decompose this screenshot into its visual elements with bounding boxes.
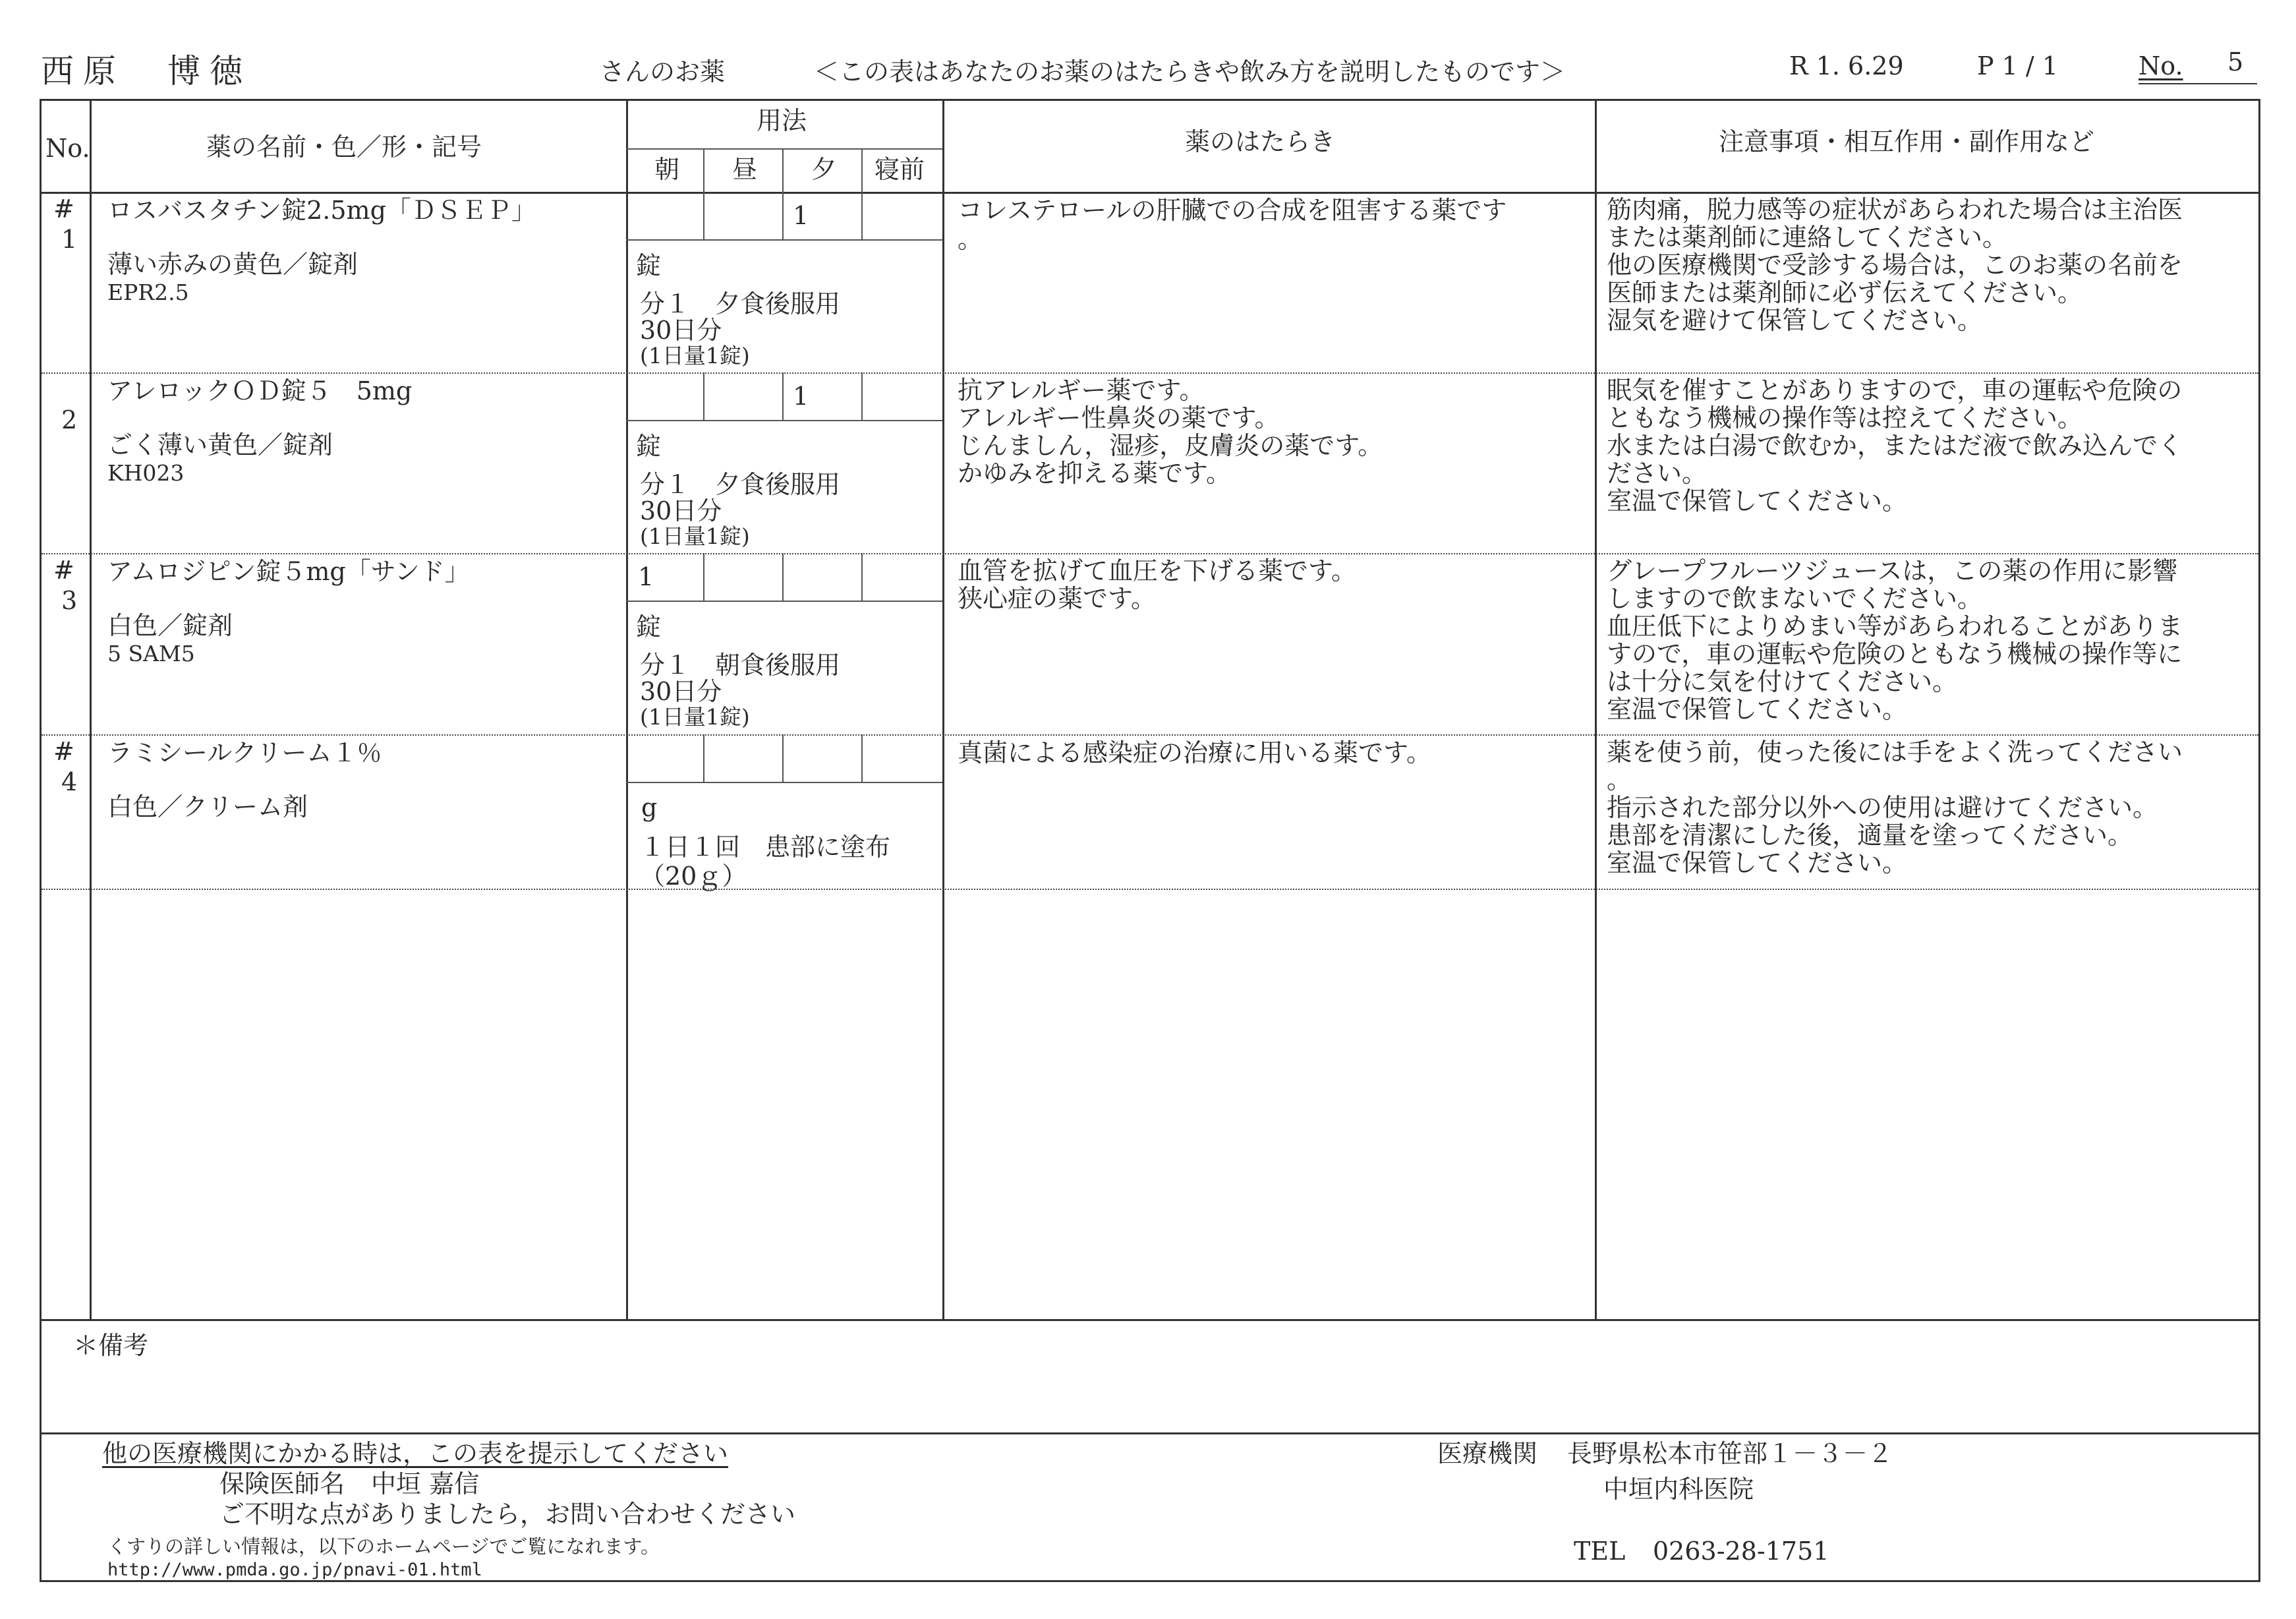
tel-label: TEL: [1574, 1537, 1626, 1566]
dose-box-divider: [861, 192, 863, 239]
doctor-label: 保険医師名: [219, 1469, 345, 1498]
sheet-description: ＜この表はあなたのお薬のはたらきや飲み方を説明したものです＞: [814, 57, 1566, 86]
dose-box-divider: [861, 734, 863, 782]
drug-name: ラミシールクリーム１％: [107, 738, 382, 767]
usage-subdivider: [703, 148, 704, 192]
drug-name: アレロックＯＤ錠５ 5mg: [107, 376, 413, 405]
dose-evening: 1: [793, 201, 809, 230]
dosage-instructions: 分１ 夕食後服用 30日分 (1日量1錠): [640, 289, 841, 368]
dosage-instructions: １日１回 患部に塗布 （20ｇ）: [640, 833, 891, 891]
drug-code: 5 SAM5: [107, 641, 195, 666]
patient-suffix: さんのお薬: [600, 57, 726, 86]
usage-subdivider: [782, 148, 784, 192]
dose-box-divider: [703, 192, 704, 239]
row-mark: #: [53, 556, 74, 585]
remarks-label: ＊備考: [73, 1331, 149, 1360]
sheet-number-label: No.: [2138, 51, 2183, 80]
dose-box-bottom: [626, 601, 942, 602]
row-number: 1: [61, 225, 78, 254]
dose-box-divider: [703, 372, 704, 420]
clinic-name: 中垣内科医院: [1603, 1475, 1754, 1504]
drug-notes: 薬を使う前，使った後には手をよく洗ってください 。 指示された部分以外への使用は避けてください。 患部を清潔にした後，適量を塗ってください。 室温で保管してください。: [1607, 738, 2183, 877]
footer-notice: 他の医療機関にかかる時は，この表を提示してください: [102, 1439, 729, 1468]
drug-color-shape: ごく薄い黄色／錠剤: [107, 430, 333, 459]
drug-color-shape: 白色／クリーム剤: [107, 792, 308, 821]
header-row-divider: [42, 192, 2258, 194]
drug-notes: グレープフルーツジュースは，この薬の作用に影響 しますので飲まないでください。 血圧低下によりめまい等があらわれることがありま すので，車の運転や危険のともなう機械の操作等に は十分に気を付けてください。 室温で保管してください。: [1607, 556, 2183, 724]
col-divider-name: [626, 101, 628, 1319]
dose-evening: 1: [793, 382, 809, 411]
sheet-number-value: 5: [2227, 47, 2244, 76]
dose-box-divider: [703, 734, 704, 782]
drug-effect: 血管を拡げて血圧を下げる薬です。 狭心症の薬です。: [958, 556, 1356, 613]
remarks-divider: [42, 1319, 2258, 1321]
medication-table: [40, 99, 2260, 1582]
sheet-number-underline: [2138, 83, 2257, 84]
drug-name: アムロジピン錠５mg「サンド」: [107, 557, 470, 586]
drug-code: KH023: [107, 460, 185, 486]
usage-subdivider: [861, 148, 863, 192]
drug-code: EPR2.5: [107, 280, 189, 305]
col-divider-effect: [1595, 101, 1597, 1319]
col-header-effect: 薬のはたらき: [1185, 127, 1336, 156]
row-divider: [42, 372, 2258, 374]
drug-effect: コレステロールの肝臓での合成を阻害する薬です 。: [958, 196, 1507, 254]
dose-box-divider: [782, 372, 784, 420]
drug-name: ロスバスタチン錠2.5mg「ＤＳＥＰ」: [107, 196, 536, 225]
dosage-instructions: 分１ 夕食後服用 30日分 (1日量1錠): [640, 470, 841, 549]
dose-box-bottom: [626, 420, 942, 421]
dose-box-bottom: [626, 239, 942, 241]
patient-name: 西原 博徳: [41, 52, 252, 90]
institution-label: 医療機関: [1437, 1439, 1538, 1468]
dose-box-divider: [703, 553, 704, 601]
inquiry-text: ご不明な点がありましたら，お問い合わせください: [219, 1500, 796, 1529]
dose-box-divider: [782, 553, 784, 601]
dose-box-divider: [861, 553, 863, 601]
col-header-notes: 注意事項・相互作用・副作用など: [1719, 127, 2095, 156]
dose-box-divider: [782, 734, 784, 782]
row-divider: [42, 889, 2258, 890]
dose-unit: g: [641, 793, 658, 822]
row-number: 4: [61, 767, 78, 796]
col-header-no: No.: [45, 134, 90, 163]
drug-effect: 真菌による感染症の治療に用いる薬です。: [958, 738, 1431, 767]
row-divider: [42, 553, 2258, 554]
drug-color-shape: 白色／錠剤: [107, 611, 233, 640]
col-divider-no: [90, 101, 92, 1319]
info-url[interactable]: http://www.pmda.go.jp/pnavi-01.html: [107, 1560, 482, 1580]
usage-header-bedtime: 寝前: [875, 155, 925, 184]
col-header-name: 薬の名前・色／形・記号: [206, 132, 482, 162]
dose-box-divider: [782, 192, 784, 239]
issue-date: R 1. 6.29: [1789, 51, 1904, 80]
col-header-usage: 用法: [757, 106, 807, 135]
dose-unit: 錠: [636, 432, 662, 461]
usage-header-evening: 夕: [811, 155, 837, 184]
row-number: 3: [61, 586, 78, 615]
row-number: 2: [61, 405, 78, 434]
col-divider-usage: [942, 101, 944, 1319]
dose-box-bottom: [626, 782, 942, 783]
doctor-name: 中垣 嘉信: [371, 1469, 480, 1498]
row-mark: #: [53, 737, 74, 766]
page-indicator: P 1 / 1: [1977, 51, 2058, 80]
usage-header-noon: 昼: [732, 155, 758, 184]
drug-color-shape: 薄い赤みの黄色／錠剤: [107, 250, 359, 279]
dose-unit: 錠: [636, 612, 662, 641]
dose-box-divider: [861, 372, 863, 420]
info-text: くすりの詳しい情報は，以下のホームページでご覧になれます。: [107, 1535, 660, 1558]
institution-address: 長野県松本市笹部１－３－２: [1567, 1439, 1893, 1468]
dosage-instructions: 分１ 朝食後服用 30日分 (1日量1錠): [640, 651, 841, 730]
drug-effect: 抗アレルギー薬です。 アレルギー性鼻炎の薬です。 じんましん，湿疹，皮膚炎の薬です。 かゆみを抑える薬です。: [958, 376, 1383, 488]
dose-morning: 1: [638, 562, 654, 591]
footer-divider: [42, 1432, 2258, 1434]
usage-header-divider: [626, 148, 942, 150]
dose-unit: 錠: [636, 251, 662, 280]
usage-header-morning: 朝: [654, 155, 680, 184]
row-mark: #: [53, 194, 74, 223]
tel-number: 0263-28-1751: [1653, 1537, 1829, 1566]
drug-notes: 眠気を催すことがありますので，車の運転や危険の ともなう機械の操作等は控えてください。 水または白湯で飲むか，またはだ液で飲み込んでく ださい。 室温で保管してください。: [1607, 376, 2183, 515]
drug-notes: 筋肉痛，脱力感等の症状があらわれた場合は主治医 または薬剤師に連絡してください。 他の医療機関で受診する場合は，このお薬の名前を 医師または薬剤師に必ず伝えてください。 湿気を避けて保管してください。: [1607, 195, 2183, 335]
row-divider: [42, 734, 2258, 736]
